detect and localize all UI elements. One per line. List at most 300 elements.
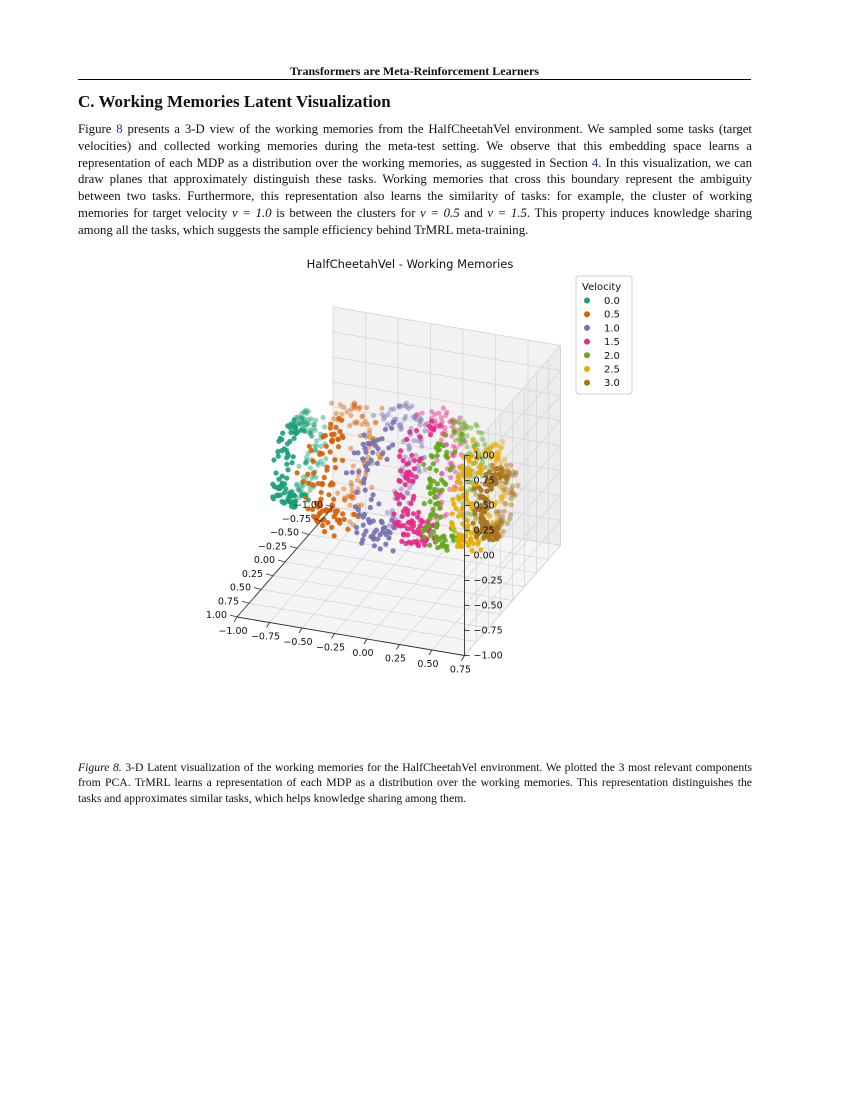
scatter-point xyxy=(422,535,427,540)
scatter-point xyxy=(464,444,469,449)
scatter-point xyxy=(398,468,403,473)
scatter-point xyxy=(288,494,293,499)
scatter-point xyxy=(375,461,380,466)
scatter-point xyxy=(502,469,507,474)
paragraph-text: . In this visualization, we can draw planes that approximately distinguish these tasks. Working memories that cross this boundary represent the ambiguity between two tasks. Furthermore, this representation also learns the similarity of tasks: for example, the cluster of working memories for target velocity xyxy=(78,155,752,220)
y-tick xyxy=(302,533,309,535)
scatter-point xyxy=(354,530,359,535)
scatter-point xyxy=(328,449,333,454)
scatter-point xyxy=(345,527,350,532)
legend-marker xyxy=(584,339,590,345)
legend-label: 1.5 xyxy=(604,337,620,349)
scatter-point xyxy=(426,485,431,490)
scatter-point xyxy=(480,437,485,442)
scatter-point xyxy=(378,546,383,551)
scatter-point xyxy=(381,417,386,422)
scatter-point xyxy=(290,460,295,465)
scatter-point xyxy=(313,428,318,433)
scatter-point xyxy=(276,486,281,491)
scatter-point xyxy=(361,514,366,519)
z-tick-label: −0.75 xyxy=(473,625,503,637)
scatter-point xyxy=(428,491,433,496)
y-tick-label: −1.00 xyxy=(293,500,323,511)
z-tick-label: −1.00 xyxy=(473,650,503,662)
scatter-point xyxy=(515,483,520,488)
x-tick-label: 0.50 xyxy=(417,659,439,670)
scatter-point xyxy=(385,510,390,515)
scatter-point xyxy=(320,482,325,487)
y-tick-label: −0.50 xyxy=(269,527,299,539)
scatter-point xyxy=(441,406,446,411)
scatter-point xyxy=(313,475,318,480)
scatter-point xyxy=(450,497,455,502)
scatter-point xyxy=(417,458,422,463)
scatter-point xyxy=(434,525,439,530)
scatter-point xyxy=(359,502,364,507)
scatter-point xyxy=(427,543,432,548)
scatter-point xyxy=(340,458,345,463)
scatter-point xyxy=(437,447,442,452)
scatter-point xyxy=(442,480,447,485)
scatter-point xyxy=(392,521,397,526)
scatter-point xyxy=(415,412,420,417)
scatter-point xyxy=(282,481,287,486)
scatter-point xyxy=(475,442,480,447)
scatter-point xyxy=(452,429,457,434)
scatter-point xyxy=(314,438,319,443)
scatter-point xyxy=(421,462,426,467)
scatter-point xyxy=(330,439,335,444)
scatter-point xyxy=(351,463,356,468)
math-inline: v = 1.0 xyxy=(231,205,272,220)
scatter-point xyxy=(409,526,414,531)
scatter-point xyxy=(311,470,316,475)
scatter-point xyxy=(331,497,336,502)
legend-label: 2.5 xyxy=(604,364,620,376)
figure-8 xyxy=(190,252,650,712)
scatter-point xyxy=(398,523,403,528)
z-tick-label: 0.25 xyxy=(473,525,495,537)
scatter-point xyxy=(427,424,432,429)
scatter-point xyxy=(296,487,301,492)
x-tick xyxy=(299,628,302,633)
scatter-point xyxy=(381,526,386,531)
scatter-point xyxy=(406,406,411,411)
x-tick-label: 0.75 xyxy=(449,664,472,676)
scatter-point xyxy=(376,446,381,451)
scatter-point xyxy=(321,415,326,420)
scatter-point xyxy=(509,502,514,507)
scatter-point xyxy=(367,427,372,432)
scatter-point xyxy=(401,531,406,536)
scatter-point xyxy=(467,479,472,484)
y-tick-label: −0.25 xyxy=(257,541,287,553)
scatter-point xyxy=(328,425,333,430)
scatter-point xyxy=(369,458,374,463)
scatter-point xyxy=(336,444,341,449)
scatter-point xyxy=(371,413,376,418)
scatter-point xyxy=(427,516,432,521)
scatter-point xyxy=(450,511,455,516)
scatter-point xyxy=(309,416,314,421)
scatter-point xyxy=(453,469,458,474)
x-tick-label: −1.00 xyxy=(218,626,248,637)
scatter-point xyxy=(468,425,473,430)
scatter-point xyxy=(383,542,388,547)
scatter-point xyxy=(341,405,346,410)
scatter-point xyxy=(354,421,359,426)
scatter-point xyxy=(354,490,359,495)
scatter-point xyxy=(275,449,280,454)
scatter-point xyxy=(429,453,434,458)
x-tick xyxy=(234,617,237,622)
scatter-point xyxy=(288,430,293,435)
scatter-point xyxy=(333,509,338,514)
scatter-point xyxy=(379,406,384,411)
scatter-point xyxy=(453,438,458,443)
scatter-point xyxy=(370,450,375,455)
scatter-point xyxy=(391,512,396,517)
scatter-point xyxy=(345,409,350,414)
header-rule xyxy=(78,79,751,80)
scatter-point xyxy=(323,433,328,438)
scatter-point xyxy=(329,401,334,406)
scatter-point xyxy=(305,472,310,477)
x-tick-label: 0.25 xyxy=(384,653,407,665)
scatter-point xyxy=(488,463,493,468)
scatter-point xyxy=(411,494,416,499)
scatter-point xyxy=(309,433,314,438)
scatter-point xyxy=(466,470,471,475)
legend xyxy=(576,276,632,394)
scatter-point xyxy=(356,469,361,474)
scatter-point xyxy=(276,454,281,459)
legend-frame xyxy=(576,276,632,394)
scatter-point xyxy=(324,444,329,449)
scatter-point xyxy=(451,487,456,492)
scatter-point xyxy=(322,424,327,429)
scatter-point xyxy=(366,517,371,522)
caption-text: 3-D Latent visualization of the working memories for the HalfCheetahVel environment. We plotted the 3 most relevant components from PCA. TrMRL learns a representation of each MDP as a distribution over the working memories. This representation distinguishes the tasks and approximates similar tasks, which helps knowledge sharing among them. xyxy=(78,761,752,805)
scatter-point xyxy=(503,475,508,480)
scatter-point xyxy=(441,534,446,539)
y-tick xyxy=(290,546,297,548)
scatter-point xyxy=(309,448,314,453)
scatter-point xyxy=(334,411,339,416)
scatter-point xyxy=(329,525,334,530)
scatter-point xyxy=(393,491,398,496)
scatter-point xyxy=(369,497,374,502)
scatter-point xyxy=(285,467,290,472)
scatter-point xyxy=(306,481,311,486)
scatter-point xyxy=(455,480,460,485)
scatter-point xyxy=(391,548,396,553)
y-tick xyxy=(254,588,261,590)
scatter-point xyxy=(472,486,477,491)
scatter-point xyxy=(420,411,425,416)
scatter-point xyxy=(337,429,342,434)
scatter-point xyxy=(351,495,356,500)
y-tick xyxy=(278,560,285,562)
scatter-point xyxy=(416,527,421,532)
scatter-point xyxy=(431,511,436,516)
scatter-point xyxy=(397,423,402,428)
scatter-point xyxy=(332,533,337,538)
scatter-point xyxy=(433,418,438,423)
y-tick-label: 1.00 xyxy=(205,610,227,621)
scatter-point xyxy=(427,466,432,471)
scatter-point xyxy=(340,511,345,516)
legend-marker xyxy=(584,311,590,317)
x-tick-label: −0.75 xyxy=(250,631,281,643)
scatter-point xyxy=(499,444,504,449)
scatter-point xyxy=(390,442,395,447)
scatter-point xyxy=(332,457,337,462)
scatter-point xyxy=(339,412,344,417)
scatter-point xyxy=(305,422,310,427)
scatter-point xyxy=(502,457,507,462)
scatter-point xyxy=(502,509,507,514)
y-tick-label: 0.75 xyxy=(217,596,239,608)
scatter-point xyxy=(465,433,470,438)
y-tick xyxy=(266,574,273,576)
x-tick xyxy=(462,656,465,661)
scatter-point xyxy=(341,486,346,491)
section-ref-link[interactable]: 4 xyxy=(591,155,599,170)
scatter-point xyxy=(311,458,316,463)
scatter-point xyxy=(494,500,499,505)
legend-label: 0.0 xyxy=(604,296,620,307)
legend-label: 2.0 xyxy=(604,350,620,362)
scatter-point xyxy=(416,510,421,515)
scatter-point xyxy=(499,496,504,501)
legend-marker xyxy=(584,325,590,331)
scatter-point xyxy=(349,480,354,485)
scatter-point xyxy=(401,495,406,500)
scatter-point xyxy=(301,479,306,484)
scatter-point xyxy=(442,425,447,430)
scatter-point xyxy=(376,501,381,506)
scatter3d-chart xyxy=(190,252,650,712)
scatter-point xyxy=(482,442,487,447)
scatter-point xyxy=(503,502,508,507)
scatter-point xyxy=(391,420,396,425)
paragraph-text: presents a 3-D view of the working memories from the HalfCheetahVel environment. We sampled some tasks (target velocities) and collected working memories during the meta-test setting. We observe that this embedding space learns a representation of each MDP as a distribution over the working memories, as suggested in Section xyxy=(78,122,752,170)
scatter-point xyxy=(361,532,366,537)
scatter-point xyxy=(414,428,419,433)
scatter-point xyxy=(380,451,385,456)
x-tick xyxy=(332,634,335,639)
scatter-point xyxy=(436,501,441,506)
scatter-point xyxy=(285,451,290,456)
scatter-point xyxy=(501,488,506,493)
scatter-point xyxy=(437,489,442,494)
z-tick-label: 0.50 xyxy=(473,500,495,512)
scatter-point xyxy=(397,454,402,459)
scatter-point xyxy=(398,404,403,409)
scatter-point xyxy=(450,534,455,539)
scatter-point xyxy=(339,418,344,423)
scatter-point xyxy=(301,475,306,480)
z-tick-label: 0.00 xyxy=(473,550,495,562)
scatter-point xyxy=(363,419,368,424)
scatter-point xyxy=(513,493,518,498)
scatter-point xyxy=(284,476,289,481)
scatter-point xyxy=(347,503,352,508)
scatter-point xyxy=(296,464,301,469)
scatter-point xyxy=(362,432,367,437)
scatter-point xyxy=(468,537,473,542)
scatter-point xyxy=(291,454,296,459)
scatter-point xyxy=(497,523,502,528)
scatter-point xyxy=(428,499,433,504)
scatter-point xyxy=(507,516,512,521)
scatter-point xyxy=(418,434,423,439)
scatter-point xyxy=(337,521,342,526)
scatter-point xyxy=(497,471,502,476)
scatter-point xyxy=(494,442,499,447)
z-tick-label: −0.50 xyxy=(473,600,503,612)
scatter-point xyxy=(473,422,478,427)
scatter-point xyxy=(281,501,286,506)
scatter-point xyxy=(325,465,330,470)
chart-title: HalfCheetahVel - Working Memories xyxy=(306,257,514,271)
scatter-point xyxy=(443,413,448,418)
scatter-point xyxy=(494,509,499,514)
scatter-point xyxy=(438,515,443,520)
scatter-point xyxy=(388,530,393,535)
scatter-point xyxy=(456,514,461,519)
scatter-point xyxy=(451,502,456,507)
scatter-point xyxy=(411,520,416,525)
legend-marker xyxy=(584,352,590,358)
scatter-point xyxy=(347,519,352,524)
scatter-point xyxy=(405,475,410,480)
scatter-point xyxy=(435,545,440,550)
scatter-point xyxy=(389,426,394,431)
y-tick-label: 0.50 xyxy=(229,582,251,594)
scatter-point xyxy=(383,427,388,432)
scatter-point xyxy=(307,488,312,493)
figure-caption xyxy=(78,760,752,806)
y-tick-label: 0.00 xyxy=(253,555,275,566)
scatter-point xyxy=(278,436,283,441)
legend-label: 0.5 xyxy=(604,309,620,321)
scatter-point xyxy=(280,431,285,436)
legend-marker xyxy=(584,298,590,304)
scatter-point xyxy=(333,425,338,430)
scatter-point xyxy=(356,406,361,411)
scatter-point xyxy=(428,533,433,538)
scatter-point xyxy=(368,505,373,510)
scatter-point xyxy=(405,508,410,513)
x-tick-label: −0.25 xyxy=(315,642,346,654)
scatter-point xyxy=(293,426,298,431)
scatter-point xyxy=(285,423,290,428)
scatter-point xyxy=(350,470,355,475)
scatter-point xyxy=(431,461,436,466)
scatter-point xyxy=(297,421,302,426)
scatter-point xyxy=(363,464,368,469)
scatter-point xyxy=(432,495,437,500)
scatter-point xyxy=(314,443,319,448)
scatter-point xyxy=(423,467,428,472)
scatter-point xyxy=(411,511,416,516)
scatter-point xyxy=(510,484,515,489)
scatter-point xyxy=(350,488,355,493)
scatter-point xyxy=(308,465,313,470)
legend-title: Velocity xyxy=(582,282,622,293)
scatter-point xyxy=(398,479,403,484)
scatter-point xyxy=(478,463,483,468)
paragraph-text: . This property induces knowledge sharing among all the tasks, which suggests the sample efficiency behind TrMRL meta-training. xyxy=(78,205,752,237)
scatter-point xyxy=(434,468,439,473)
x-tick-label: −0.50 xyxy=(283,637,313,648)
scatter-point xyxy=(384,457,389,462)
scatter-point xyxy=(444,453,449,458)
math-inline: v = 0.5 xyxy=(420,205,460,220)
scatter-point xyxy=(500,439,505,444)
scatter-point xyxy=(496,534,501,539)
x-tick xyxy=(267,623,270,628)
scatter-point xyxy=(372,543,377,548)
scatter-point xyxy=(406,540,411,545)
scatter-point xyxy=(508,512,513,517)
scatter-point xyxy=(439,415,444,420)
scatter-point xyxy=(437,506,442,511)
scatter-point xyxy=(404,461,409,466)
x-tick xyxy=(397,645,400,650)
scatter-point xyxy=(450,521,455,526)
scatter-point xyxy=(271,457,276,462)
scatter-point xyxy=(318,459,323,464)
scatter-point xyxy=(329,432,334,437)
scatter-point xyxy=(433,540,438,545)
scatter-point xyxy=(285,441,290,446)
scatter-point xyxy=(448,475,453,480)
scatter-point xyxy=(295,470,300,475)
scatter-point xyxy=(274,470,279,475)
paragraph-text: is between the clusters for xyxy=(271,205,421,220)
scatter-point xyxy=(360,456,365,461)
scatter-point xyxy=(408,501,413,506)
figure-ref-link[interactable]: 8 xyxy=(116,122,123,136)
scatter-point xyxy=(443,433,448,438)
scatter-point xyxy=(412,458,417,463)
scatter-point xyxy=(270,482,275,487)
scatter-point xyxy=(427,476,432,481)
scatter-point xyxy=(320,523,325,528)
math-inline: v = 1.5 xyxy=(487,205,527,220)
scatter-point xyxy=(284,462,289,467)
scatter-point xyxy=(409,453,414,458)
scatter-point xyxy=(352,450,357,455)
scatter-point xyxy=(369,485,374,490)
scatter-point xyxy=(326,492,331,497)
scatter-point xyxy=(504,480,509,485)
scatter-point xyxy=(350,512,355,517)
scatter-point xyxy=(276,493,281,498)
scatter-point xyxy=(456,474,461,479)
scatter-point xyxy=(487,513,492,518)
legend-label: 3.0 xyxy=(604,378,620,390)
scatter-point xyxy=(363,488,368,493)
scatter-point xyxy=(397,501,402,506)
scatter-point xyxy=(419,444,424,449)
scatter-point xyxy=(362,476,367,481)
scatter-point xyxy=(303,410,308,415)
y-tick xyxy=(242,601,249,603)
